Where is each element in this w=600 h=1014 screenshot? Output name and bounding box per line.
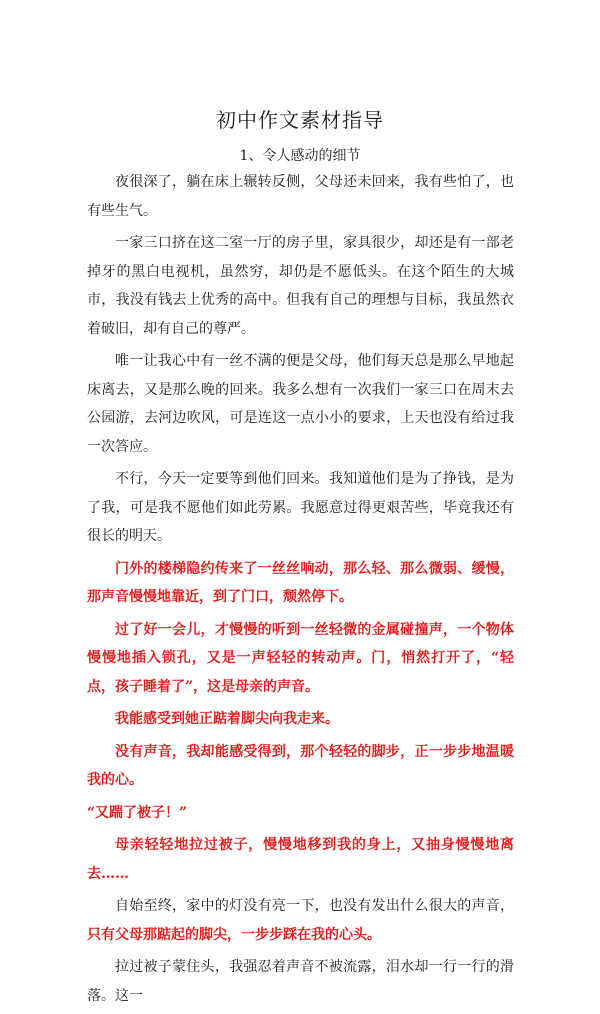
mixed-paragraph-normal: 自始至终，家中的灯没有亮一下，也没有发出什么很大的声音， — [115, 898, 514, 914]
paragraph-2: 一家三口挤在这二室一厅的房子里，家具很少，却还是有一部老掉牙的黑白电视机，虽然穷，却仍是不愿低头。在这个陌生的大城市，我没有钱去上优秀的高中。但我有自己的理想与目标，我虽然衣着破旧，却有自己的尊严。 — [87, 235, 514, 337]
red-paragraph-6: 母亲轻轻地拉过被子，慢慢地移到我的身上，又抽身慢慢地离去…… — [87, 837, 514, 882]
last-paragraph: 拉过被子蒙住头，我强忍着声音不被流露，泪水却一行一行的滑落。这一 — [87, 959, 514, 1004]
paragraph-4: 不行，今天一定要等到他们回来。我知道他们是为了挣钱，是为了我，可是我不愿他们如此劳累。我愿意过得更艰苦些，毕竟我还有很长的明天。 — [87, 471, 514, 544]
mixed-paragraph-red: 只有父母那踮起的脚尖，一步步踩在我的心头。 — [87, 926, 381, 943]
section-heading: 1、令人感动的细节 — [239, 148, 361, 164]
mixed-paragraph — [87, 892, 514, 949]
red-paragraph-1: 门外的楼梯隐约传来了一丝丝响动，那么轻、那么微弱、缓慢，那声音慢慢地靠近，到了门口，颓然停下。 — [87, 560, 514, 605]
paragraph-3: 唯一让我心中有一丝不满的便是父母，他们每天总是那么早地起床离去，又是那么晚的回来。我多么想有一次我们一家三口在周末去公园游，去河边吹风，可是连这一点小小的要求，上天也没有给过我一次答应。 — [87, 353, 514, 455]
red-paragraph-3: 我能感受到她正踮着脚尖向我走来。 — [115, 711, 339, 727]
paragraph-1: 夜很深了，躺在床上辗转反侧，父母还未回来，我有些怕了，也有些生气。 — [87, 174, 514, 219]
red-paragraph-2: 过了好一会儿，才慢慢的听到一丝轻微的金属碰撞声，一个物体慢慢地插入锁孔，又是一声轻轻的转动声。门，悄然打开了，“轻点，孩子睡着了”，这是母亲的声音。 — [87, 621, 514, 695]
red-paragraph-4: 没有声音，我却能感受得到，那个轻轻的脚步，正一步步地温暖我的心。 — [87, 743, 514, 788]
essay-body — [87, 168, 514, 1014]
page-title: 初中作文素材指导 — [216, 108, 384, 132]
red-paragraph-5: “又踹了被子！” — [87, 804, 188, 821]
